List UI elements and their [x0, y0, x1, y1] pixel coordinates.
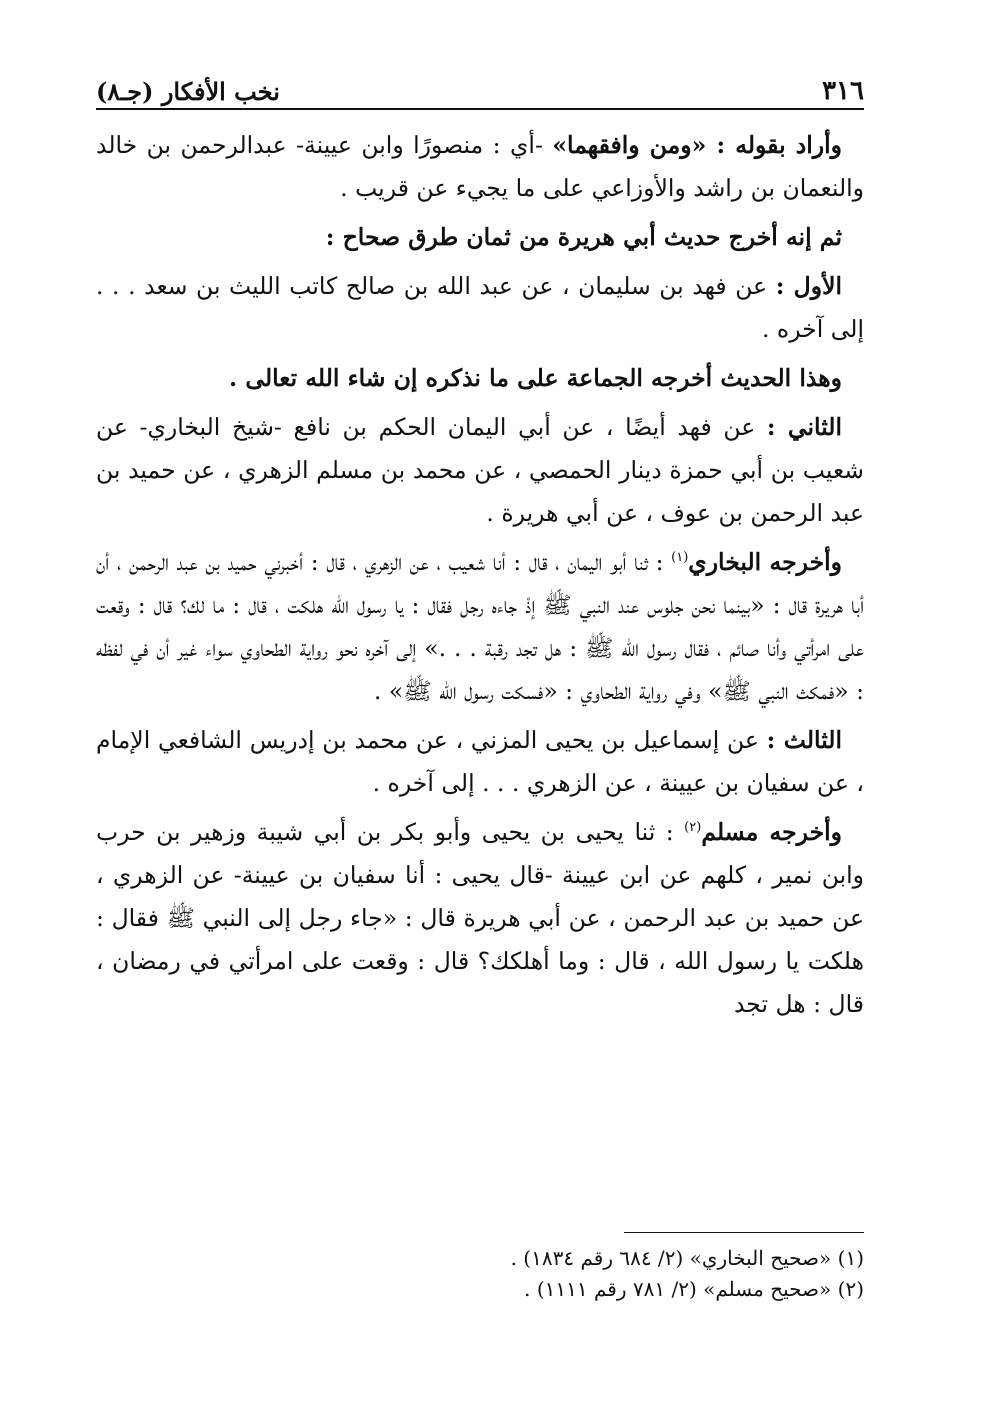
paragraph-lead: وهذا الحديث أخرجه الجماعة على ما نذكره إن شاء الله تعالى .	[229, 364, 842, 392]
paragraph-text: عن إسماعيل بن يحيى المزني ، عن محمد بن إدريس الشافعي الإمام ، عن سفيان بن عيينة ، عن الزهري . . . إلى آخره .	[96, 726, 864, 797]
page-number: ٣١٦	[822, 76, 864, 106]
paragraph	[96, 541, 864, 713]
paragraph-text: عن فهد أيضًا ، عن أبي اليمان الحكم بن نافع -شيخ البخاري- عن شعيب بن أبي حمزة دينار الحمصي ، عن محمد بن مسلم الزهري ، عن حميد بن عبد الرحمن بن عوف ، عن أبي هريرة .	[96, 413, 864, 527]
paragraph-text: : ثنا أبو اليمان ، قال : أنا شعيب ، عن الزهري ، قال : أخبرني حميد بن عبد الرحمن ، أن أبا هريرة قال : «بينما نحن جلوس عند النبي ﷺ إذْ جاءه رجل فقال : يا رسول الله هلكت ، قال : ما لك؟ قال : وقعت على امرأتي وأنا صائم ، فقال رسول الله ﷺ : هل تجد رقبة . . .» إلى آخره نحو رواية الطحاوي سواء غير أن في لفظه : «فمكث النبي ﷺ» وفي رواية الطحاوي : «فسكت رسول الله ﷺ» .	[96, 548, 864, 705]
section-heading	[96, 216, 864, 259]
paragraph-lead: ثم إنه أخرج حديث أبي هريرة من ثمان طرق صحاح :	[325, 223, 842, 251]
footnote-divider	[624, 1232, 864, 1233]
paragraph-text: -أي : منصورًا وابن عيينة- عبدالرحمن بن خالد والنعمان بن راشد والأوزاعي على ما يجيء عن قريب .	[96, 131, 864, 202]
paragraph	[96, 265, 864, 351]
footnotes	[96, 1232, 864, 1305]
paragraph	[96, 719, 864, 805]
document-page	[96, 60, 864, 1360]
paragraph-lead: الثاني :	[766, 413, 842, 441]
section-heading	[96, 357, 864, 400]
paragraph-text: عن فهد بن سليمان ، عن عبد الله بن صالح كاتب الليث بن سعد . . . إلى آخره .	[96, 272, 864, 343]
paragraph-lead: وأخرجه مسلم	[701, 818, 842, 846]
main-text	[96, 124, 864, 1026]
footnote-marker[interactable]: (٢)	[684, 820, 702, 836]
paragraph-text: : ثنا يحيى بن يحيى وأبو بكر بن أبي شيبة وزهير بن حرب وابن نمير ، كلهم عن ابن عيينة -قال يحيى : أنا سفيان بن عيينة- عن الزهري ، عن حميد بن عبد الرحمن ، عن أبي هريرة قال : «جاء رجل إلى النبي ﷺ فقال : هلكت يا رسول الله ، قال : وما أهلكك؟ قال : وقعت على امرأتي في رمضان ، قال : هل تجد	[96, 818, 864, 1018]
paragraph	[96, 811, 864, 1026]
footnote: (٢) «صحيح مسلم» (٢/ ٧٨١ رقم ١١١١) .	[524, 1277, 864, 1301]
paragraph-lead: وأخرجه البخاري	[688, 548, 842, 576]
paragraph-lead: الثالث :	[766, 726, 842, 754]
paragraph	[96, 124, 864, 210]
paragraph-lead: وأراد بقوله : «ومن وافقهما»	[552, 131, 842, 159]
footnote-marker[interactable]: (١)	[671, 550, 689, 566]
book-title: نخب الأفكار (جـ٨)	[96, 77, 280, 106]
page-header	[96, 60, 864, 110]
paragraph-lead: الأول :	[775, 272, 842, 300]
footnote: (١) «صحيح البخاري» (٢/ ٦٨٤ رقم ١٨٣٤) .	[510, 1246, 864, 1270]
paragraph	[96, 406, 864, 535]
